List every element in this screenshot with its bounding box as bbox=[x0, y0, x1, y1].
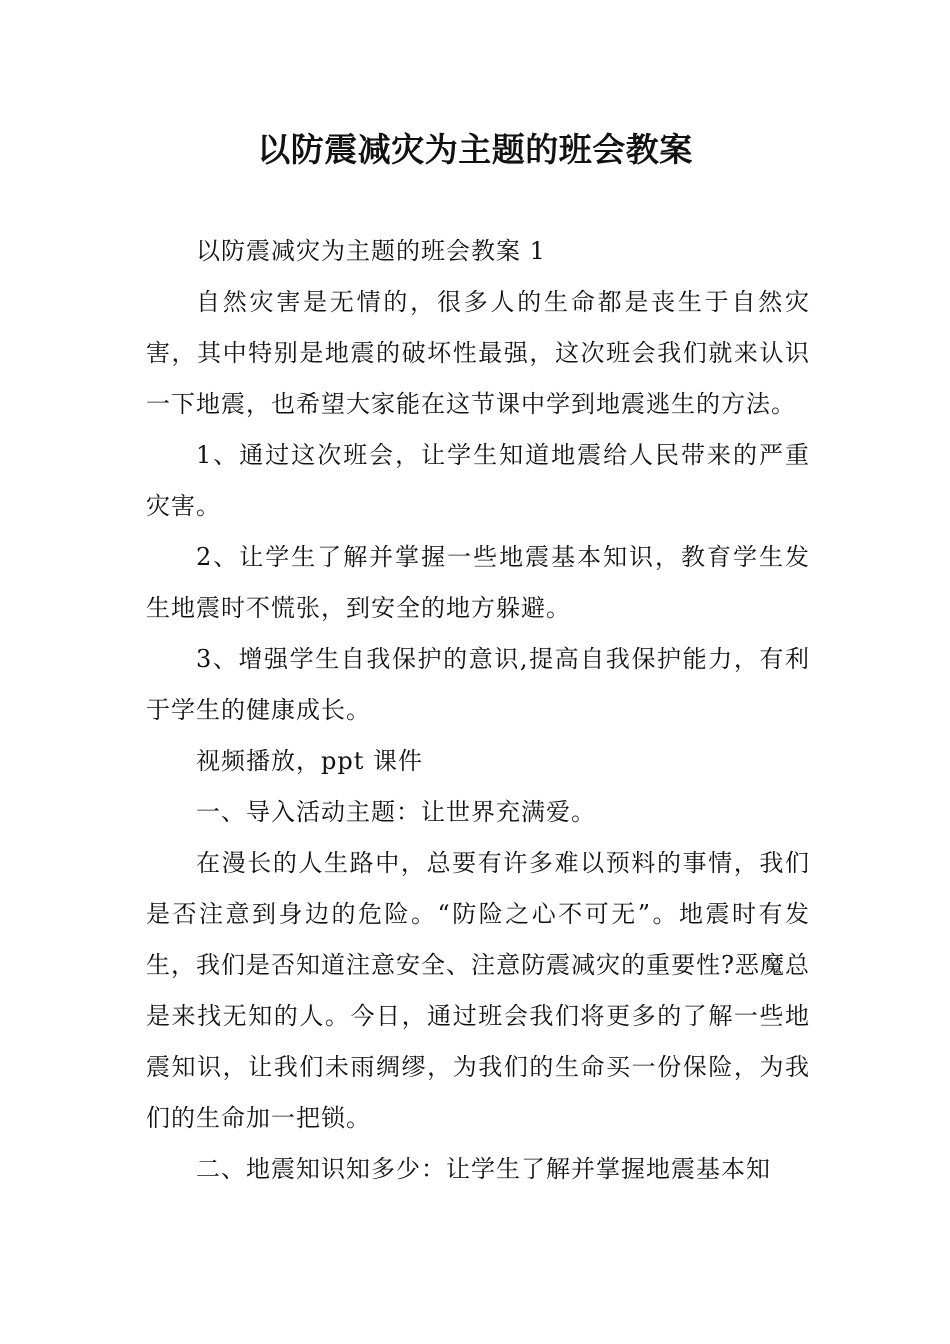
section-heading: 以防震减灾为主题的班会教案 1 bbox=[196, 237, 546, 265]
activity-paragraph-1: 在漫长的人生路中，总要有许多难以预料的事情，我们是否注意到身边的危险。“防险之心不可无”。地震时有发生，我们是否知道注意安全、注意防震减灾的重要性?恶魔总是来找无知的人。今日，通过班会我们将更多的了解一些地震知识，让我们未雨绸缪，为我们的生命买一份保险，为我们的生命加一把锁。 bbox=[146, 849, 810, 1132]
document-title: 以防震减灾为主题的班会教案 bbox=[257, 130, 693, 169]
activity-heading-1: 一、导入活动主题：让世界充满爱。 bbox=[196, 798, 596, 826]
document-body bbox=[146, 226, 810, 1195]
materials-line: 视频播放，ppt 课件 bbox=[196, 747, 423, 775]
goal-item-1: 1、通过这次班会，让学生知道地震给人民带来的严重灾害。 bbox=[146, 441, 810, 520]
goal-item-2: 2、让学生了解并掌握一些地震基本知识，教育学生发生地震时不慌张，到安全的地方躲避。 bbox=[146, 543, 810, 622]
goal-item-3: 3、增强学生自我保护的意识,提高自我保护能力，有利于学生的健康成长。 bbox=[146, 645, 810, 724]
intro-paragraph: 自然灾害是无情的，很多人的生命都是丧生于自然灾害，其中特别是地震的破坏性最强，这次班会我们就来认识一下地震，也希望大家能在这节课中学到地震逃生的方法。 bbox=[146, 288, 810, 418]
activity-heading-2: 二、地震知识知多少：让学生了解并掌握地震基本知 bbox=[196, 1155, 771, 1183]
